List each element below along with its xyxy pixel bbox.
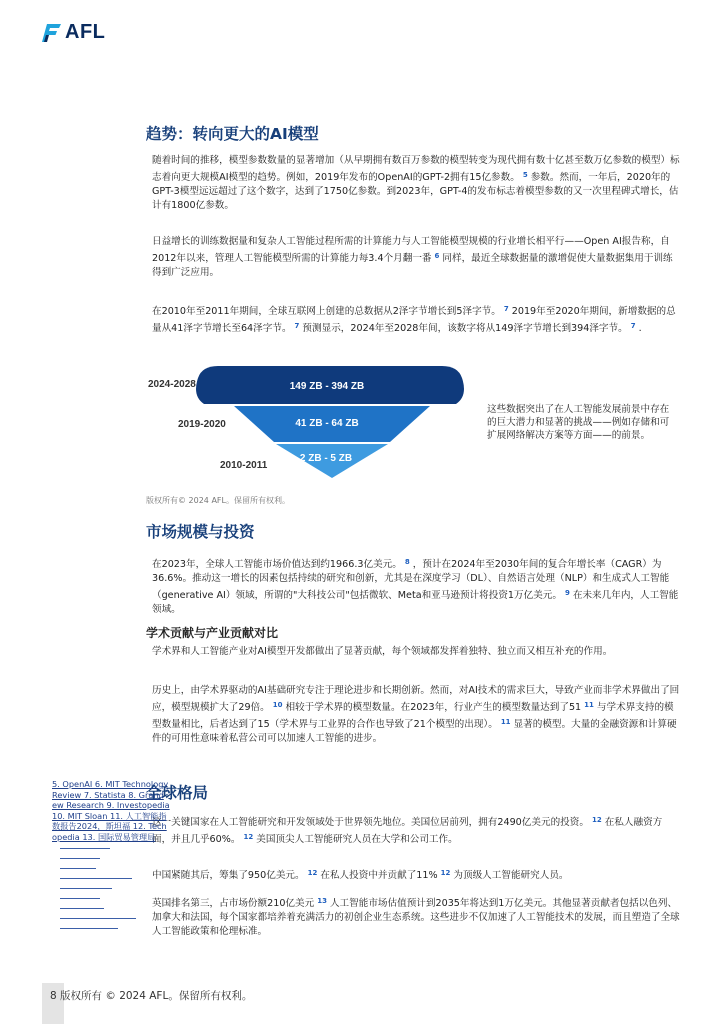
market-p1-text-a: 在2023年，全球人工智能市场价值达到约1966.3亿美元。 <box>152 559 402 570</box>
section-title-global: 全球格局 <box>146 784 209 802</box>
global-p2-text-c: 为顶级人工智能研究人员。 <box>453 870 569 881</box>
funnel-period-label-2: 2019-2020 <box>178 419 226 430</box>
footnote-ref[interactable]: 11 <box>500 718 511 726</box>
academic-p2-text-a: 历史上，由学术界驱动的AI基础研究专注于理论进步和长期创新。然而，对AI技术的需求巨大，导致产业而非学术界做出了回应，模型规模扩大了29倍。 <box>152 685 680 713</box>
academic-p2-text-b: 相较于学术界的模型数量。在2023年，行业产生的模型数量达到了51 <box>285 702 582 713</box>
reference-link[interactable]: ew Research 9. Investopedia <box>52 800 170 810</box>
global-p2-text-b: 在私人投资中并贡献了11% <box>320 870 438 881</box>
trend-p3-text-c: 预测显示，2024年至2028年间，该数字将从149泽字节增长到394泽字节。 <box>302 323 628 334</box>
global-paragraph-2 <box>152 866 680 883</box>
footnote-ref[interactable]: 12 <box>440 869 451 877</box>
funnel-range-label-3: 2 ZB - 5 ZB <box>299 453 353 464</box>
footnote-ref[interactable]: 7 <box>294 322 300 330</box>
funnel-range-label-1: 149 ZB - 394 ZB <box>289 381 365 392</box>
reference-underline <box>60 868 96 869</box>
academic-paragraph-1: 学术界和人工智能产业对AI模型开发都做出了显著贡献，每个领域都发挥着独特、独立而又相互补充的作用。 <box>152 646 613 657</box>
reference-underline <box>60 888 112 889</box>
reference-underline <box>60 928 118 929</box>
footnote-ref[interactable]: 12 <box>243 833 254 841</box>
global-paragraph-3 <box>152 894 680 939</box>
reference-underline <box>60 908 104 909</box>
academic-paragraph-2 <box>152 684 680 746</box>
funnel-range-label-2: 41 ZB - 64 ZB <box>295 418 359 429</box>
section-title-academic: 学术贡献与产业贡献对比 <box>146 626 279 640</box>
footnote-ref[interactable]: 8 <box>404 558 410 566</box>
footnote-ref[interactable]: 7 <box>630 322 636 330</box>
funnel-copyright: 版权所有© 2024 AFL。保留所有权利。 <box>146 496 290 505</box>
funnel-period-label-1: 2024-2028 <box>148 379 196 390</box>
footnote-reference-list <box>52 779 172 842</box>
global-p3-text-a: 英国排名第三，占市场份额210亿美元 <box>152 898 315 909</box>
afl-logo-icon <box>40 22 62 42</box>
footnote-ref[interactable]: 6 <box>434 252 440 260</box>
footnote-ref[interactable]: 5 <box>522 171 528 179</box>
trend-paragraph-2 <box>152 235 680 280</box>
reference-link[interactable]: 5. OpenAI 6. MIT Technology <box>52 779 169 789</box>
market-p1-text-c: 在未来几年内，人工智能领域。 <box>152 590 679 615</box>
reference-underline <box>60 918 136 919</box>
global-p2-text-a: 中国紧随其后，筹集了950亿美元。 <box>152 870 305 881</box>
global-p3-text-b: 人工智能市场估值预计到2035年将达到1万亿美元。其他显著贡献者包括以色列、加拿大和法国，每个国家都培养着充满活力的初创企业生态系统。这些进步不仅加速了人工智能技术的发展，而且塑造了全球人工智能政策和伦理标准。 <box>152 898 680 937</box>
reference-link[interactable]: 数报告2024，斯坦福 12. Tech <box>52 821 167 831</box>
trend-paragraph-3 <box>152 302 680 336</box>
global-paragraph-1 <box>152 813 680 847</box>
footnote-ref[interactable]: 12 <box>591 816 602 824</box>
trend-paragraph-1 <box>152 154 680 213</box>
trend-p3-text-b: 2019年至2020年期间，新增数据的总量从41泽字节增长至64泽字节。 <box>152 306 676 334</box>
global-p1-text-b: 在私人融资方面，并且几乎60%。 <box>152 817 663 845</box>
trend-p3-text-d: . <box>638 323 642 334</box>
trend-p2-text-b: 同样，最近全球数据量的激增促使大量数据集用于训练得到广泛应用。 <box>152 253 673 278</box>
footnote-ref[interactable]: 13 <box>317 897 327 905</box>
data-growth-funnel <box>190 364 480 480</box>
funnel-period-label-3: 2010-2011 <box>220 460 268 471</box>
trend-p2-text-a: 日益增长的训练数据量和复杂人工智能过程所需的计算能力与人工智能模型规模的行业增长相平行——Open AI报告称，自2012年以来，管理人工智能模型所需的计算能力每3.4个月翻一番 <box>152 236 670 264</box>
footnote-ref[interactable]: 12 <box>307 869 318 877</box>
trend-p3-text-a: 在2010年至2011年期间，全球互联网上创建的总数据从2泽字节增长到5泽字节。 <box>152 306 501 317</box>
market-p1-text-b: ，预计在2024年至2030年间的复合年增长率（CAGR）为36.6%。推动这一增长的因素包括持续的研究和创新，尤其是在深度学习（DL）、自然语言处理（NLP）和生成式人工智能（generative AI）领域，所谓的"大科技公司"包括微软、Meta和亚马逊预计将投资1万亿美元。 <box>152 559 670 601</box>
reference-link[interactable]: opedia 13. 国际贸易管理局 <box>52 831 156 842</box>
footer-page-number-copyright: 8 版权所有 © 2024 AFL。保留所有权利。 <box>50 990 253 1002</box>
reference-underline <box>60 878 132 879</box>
academic-p2-text-c: 与学术界支持的模型数量相比，后者达到了15（学术界与工业界的合作也导致了21个模型的出现）。 <box>152 702 674 730</box>
reference-underline <box>60 898 100 899</box>
section-title-trend: 趋势：转向更大的AI模型 <box>146 125 319 143</box>
reference-underline <box>60 848 110 849</box>
reference-underline <box>60 858 100 859</box>
trend-p1-text-b: 参数。然而，一年后，2020年的GPT-3模型远远超过了这个数字，达到了1750亿参数。到2023年，GPT-4的发布标志着模型参数的又一次里程碑式增长，估计有1800亿参数。 <box>152 172 679 211</box>
global-p1-text-a: 这一关键国家在人工智能研究和开发领域处于世界领先地位。美国位居前列，拥有2490亿美元的投资。 <box>152 817 589 828</box>
market-paragraph-1 <box>152 555 680 617</box>
footnote-ref[interactable]: 10 <box>272 701 283 709</box>
trend-p1-text-a: 随着时间的推移，模型参数数量的显著增加（从早期拥有数百万参数的模型转变为现代拥有数十亿甚至数万亿参数的模型）标志着向更大规模AI模型的趋势。例如，2019年发布的OpenAI的GPT-2拥有15亿参数。 <box>152 155 680 183</box>
academic-p2-text-d: 显著的模型。大量的金融资源和计算硬件的可用性意味着私营公司可以加速人工智能的进步。 <box>152 719 677 744</box>
section-title-market: 市场规模与投资 <box>146 523 255 541</box>
footnote-ref[interactable]: 7 <box>503 305 509 313</box>
logo-text: AFL <box>65 20 106 43</box>
global-p1-text-c: 美国顶尖人工智能研究人员在大学和公司工作。 <box>256 834 458 845</box>
footnote-ref[interactable]: 9 <box>565 589 570 597</box>
afl-logo <box>40 22 105 42</box>
reference-link[interactable]: 10. MIT Sloan 11. 人工智能指 <box>52 810 167 821</box>
reference-link[interactable]: Review 7. Statista 8. Grand <box>52 789 164 800</box>
footnote-ref[interactable]: 11 <box>584 701 594 709</box>
funnel-side-note: 这些数据突出了在人工智能发展前景中存在的巨大潜力和显著的挑战——例如存储和可扩展网络解决方案等方面——的前景。 <box>487 404 670 441</box>
